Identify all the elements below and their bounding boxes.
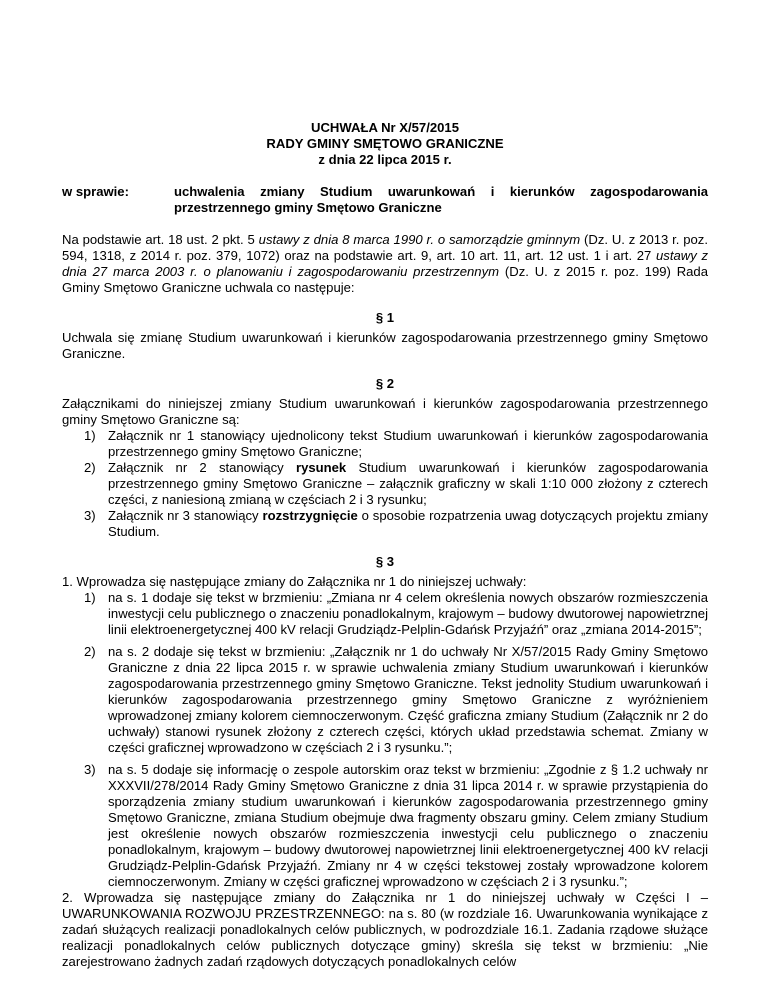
item-bold: rysunek — [295, 460, 347, 475]
subject-label: w sprawie: — [62, 184, 129, 199]
list-item — [62, 460, 708, 508]
preamble — [62, 232, 708, 296]
section-3-intro: 1. Wprowadza się następujące zmiany do Załącznika nr 1 do niniejszej uchwały: — [62, 574, 527, 589]
subject-text: uchwalenia zmiany Studium uwarunkowań i kierunków zagospodarowania przestrzennego gminy Smętowo Graniczne — [174, 184, 708, 215]
section-2-intro: Załącznikami do niniejszej zmiany Studium uwarunkowań i kierunków zagospodarowania przestrzennego gminy Smętowo Graniczne są: — [62, 396, 708, 427]
resolution-number: UCHWAŁA Nr X/57/2015 — [311, 120, 459, 135]
section-3-title: § 3 — [375, 554, 395, 569]
preamble-part-3: (Dz. U. z 2015 r. poz. 199) Rada Gminy Smętowo Graniczne uchwala co następuje: — [62, 264, 708, 295]
item-text: Załącznik nr 1 stanowiący ujednolicony tekst Studium uwarunkowań i kierunków zagospodarowania przestrzennego gminy Smętowo Graniczne; — [108, 428, 708, 459]
item-text: na s. 1 dodaje się tekst w brzmieniu: „Zmiana nr 4 celem określenia nowych obszarów rozmieszczenia inwestycji celu publicznego o znaczeniu ponadlokalnym, krajowym – budowy dwutorowej napowietrznej linii elektroenergetycznej 400 kV relacji Grudziądz-Pelplin-Gdańsk Przyjaźń” oraz „zmiana 2014-2015”; — [108, 590, 708, 637]
preamble-act-1: ustawy z dnia 8 marca 1990 r. o samorządzie gminnym — [258, 232, 581, 247]
item-text: na s. 2 dodaje się tekst w brzmieniu: „Załącznik nr 1 do uchwały Nr X/57/2015 Rady Gminy Smętowo Graniczne z dnia 22 lipca 2015 r. w sprawie uchwalenia zmiany Studium uwarunkowań i kierunków zagospodarowania przestrzennego gminy Smętowo Graniczne. Tekst jednolity Studium uwarunkowań i kierunków zagospodarowania przestrzennego gminy Smętowo Graniczne z wyróżnieniem wprowadzonej zmiany kolorem ciemnoczerwonym. Część graficzna zmiany Studium (Załącznik nr 2 do uchwały) stanowi rysunek złożony z czterech części, których układ przedstawia schemat. Zmiany w części graficznej wprowadzono w częściach 2 i 3 rysunku.”; — [108, 644, 708, 755]
section-1-text: Uchwala się zmianę Studium uwarunkowań i kierunków zagospodarowania przestrzennego gminy Smętowo Graniczne. — [62, 330, 708, 361]
council-name: RADY GMINY SMĘTOWO GRANICZNE — [266, 136, 504, 151]
section-2-title: § 2 — [375, 376, 395, 391]
list-item — [62, 508, 708, 540]
item-text-end: Studium uwarunkowań i kierunków zagospodarowania przestrzennego gminy Smętowo Graniczne – załącznik graficzny w skali 1:10 000 złożony z czterech części, z naniesioną zmianą w częściach 2 i 3 rysunku; — [108, 460, 709, 507]
item-bold: rozstrzygnięcie — [262, 508, 358, 523]
list-item — [62, 428, 708, 460]
attachments-list — [62, 428, 708, 540]
section-1-title: § 1 — [375, 310, 395, 325]
item-number: 2) — [84, 644, 96, 659]
resolution-date: z dnia 22 lipca 2015 r. — [318, 152, 452, 167]
document-page — [62, 120, 708, 970]
item-text: Załącznik nr 2 stanowiący — [108, 460, 296, 475]
item-number: 3) — [84, 762, 96, 777]
item-text: na s. 5 dodaje się informację o zespole autorskim oraz tekst w brzmieniu: „Zgodnie z § 1.2 uchwały nr XXXVII/278/2014 Rady Gminy Smętowo Graniczne z dnia 31 lipca 2014 r. w sprawie przystąpienia do sporządzenia zmiany studium uwarunkowań i kierunków zagospodarowania przestrzennego gminy Smętowo Graniczne, zmiana Studium obejmuje dwa fragmenty obszaru gminy. Celem zmiany Studium jest określenie nowych obszarów rozmieszczenia inwestycji celu publicznego o znaczeniu ponadlokalnym, krajowym – budowy dwutorowej napowietrznej linii elektroenergetycznej 400 kV relacji Grudziądz-Pelplin-Gdańsk Przyjaźń. Zmiany nr 4 w części tekstowej zostały wprowadzone kolorem ciemnoczerwonym. Zmiany w części graficznej wprowadzono w częściach 2 i 3 rysunku.”; — [108, 762, 708, 889]
subject-row — [62, 184, 708, 216]
list-item — [62, 644, 708, 756]
item-number: 3) — [84, 508, 96, 523]
item-number: 2) — [84, 460, 96, 475]
list-item — [62, 762, 708, 890]
item-text: Załącznik nr 3 stanowiący — [108, 508, 263, 523]
item-number: 1) — [84, 590, 96, 605]
preamble-act-2: ustawy z dnia 27 marca 2003 r. o planowaniu i zagospodarowaniu przestrzennym — [62, 248, 708, 279]
item-text-end: o sposobie rozpatrzenia uwag dotyczących projektu zmiany Studium. — [108, 508, 708, 539]
item-number: 1) — [84, 428, 96, 443]
preamble-part-1: Na podstawie art. 18 ust. 2 pkt. 5 — [62, 232, 259, 247]
changes-list — [62, 590, 708, 890]
preamble-part-2: (Dz. U. z 2013 r. poz. 594, 1318, z 2014 r. poz. 379, 1072) oraz na podstawie art. 9, art. 10 art. 11, art. 12 ust. 1 i art. 27 — [62, 232, 708, 263]
section-3-paragraph-2: 2. Wprowadza się następujące zmiany do Załącznika nr 1 do niniejszej uchwały w Części I – UWARUNKOWANIA ROZWOJU PRZESTRZENNEGO: na s. 80 (w rozdziale 16. Uwarunkowania wynikające z zadań służących realizacji ponadlokalnych celów publicznych, w podrozdziale 16.1. Zadania rządowe służące realizacji ponadlokalnych celów publicznych dotyczące gminy) skreśla się tekst w brzmieniu: „Nie zarejestrowano żadnych zadań rządowych dotyczących ponadlokalnych celów — [62, 890, 708, 969]
list-item — [62, 590, 708, 638]
resolution-header — [62, 120, 708, 168]
